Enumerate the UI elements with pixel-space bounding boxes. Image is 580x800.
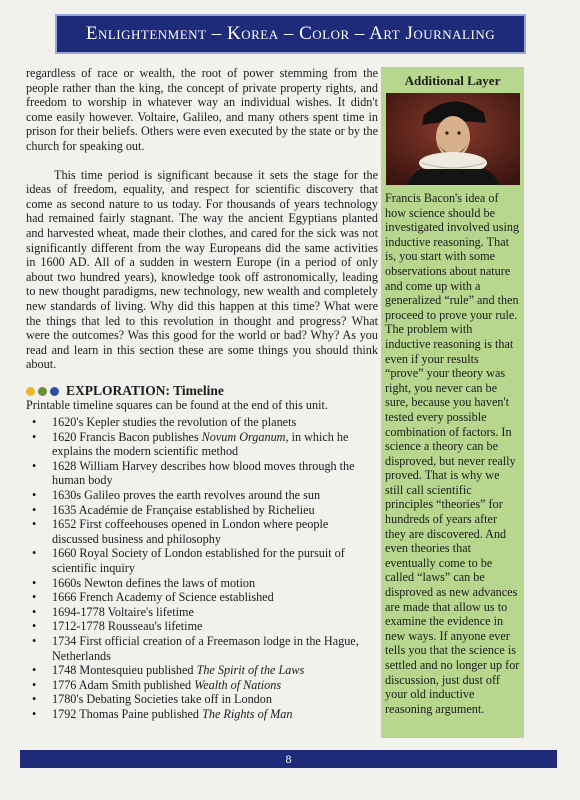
timeline-item-text: 1694-1778 Voltaire's lifetime xyxy=(52,604,194,619)
intro-paragraph: regardless of race or wealth, the root of power stemming from the people rather than the king, the concept of private property rights, and freedom to worship in whatever way an individual wishes. It didn't come easily however. Voltaire, Galileo, and many others spent time in prison for their beliefs. Others were even executed by the state or by the church for speaking out. xyxy=(26,66,378,153)
timeline-list xyxy=(26,415,378,721)
exploration-heading xyxy=(26,384,378,399)
timeline-item-text: 1620 Francis Bacon publishes xyxy=(52,429,202,444)
sidebar-title: Additional Layer xyxy=(404,73,501,88)
timeline-item-text: 1734 First official creation of a Freemason lodge in the Hague, Netherlands xyxy=(52,633,359,663)
book-title: The Rights of Man xyxy=(202,706,293,721)
yellow-dot-icon xyxy=(26,387,35,396)
timeline-item-text: 1792 Thomas Paine published xyxy=(52,706,203,721)
timeline-item xyxy=(52,605,378,620)
additional-layer-sidebar xyxy=(381,67,524,738)
timeline-item xyxy=(52,619,378,634)
exploration-title: EXPLORATION: Timeline xyxy=(66,382,224,398)
significance-paragraph: This time period is significant because it sets the stage for the ideas of freedom, equality, and respect for scientific discovery that come as second nature to us today. For thousands of years technology had remained fairly stagnant. The way the ancient Egyptians planted and harvested wheat, made their clothes, and cared for the sick was not significantly different from the way Europeans did the same activities in 1600 AD. All of a sudden in western Europe (in a period of only about two hundred years), knowledge took off astronomically, leading to new thought paradigms, new technology, new wealth and completely new standards of living. Why did this happen at this time? What were the things that led to this revolution in thought and progress? What were the outcomes? Was this good for the world or bad? Why? As you read and learn in this section these are some things you should think about. xyxy=(26,167,378,372)
francis-bacon-portrait xyxy=(386,93,520,185)
book-title: Wealth of Nations xyxy=(194,677,282,692)
sidebar-body-text: Francis Bacon's idea of how science should be investigated involved using inductive reasoning. That is, you start with some observations about nature and come up with a generalized “rule” and then proceed to prove your rule. The problem with inductive reasoning is that even if your results “prove” your theory was right, you never can be sure, because you haven't tested every possible combination of factors. In science a theory can be disproved, but never really proved. That is why we still call scientific principles “theories” for hundreds of years after they are discovered. And even theories that eventually come to be called “laws” can be disproved as new advances are made that allow us to examine the evidence in new ways. If anyone ever tells you that the science is settled and no longer up for discussion, just dust off your old inductive reasoning argument. xyxy=(385,191,520,716)
main-column xyxy=(26,66,378,722)
timeline-item-text: in which he explains the modern scientific method xyxy=(52,429,349,459)
timeline-item xyxy=(52,576,378,591)
timeline-item-text: 1776 Adam Smith published xyxy=(52,677,195,692)
timeline-item-text: 1652 First coffeehouses opened in London where people discussed business and philosophy xyxy=(52,517,329,546)
green-dot-icon xyxy=(38,387,47,396)
timeline-item xyxy=(52,692,378,707)
timeline-item-text: 1712-1778 Rousseau's lifetime xyxy=(52,619,203,634)
timeline-item xyxy=(52,634,378,663)
footer-bar xyxy=(20,750,557,768)
timeline-item xyxy=(52,503,378,518)
exploration-section xyxy=(26,384,378,722)
timeline-item xyxy=(52,488,378,503)
timeline-item-text: 1748 Montesquieu published xyxy=(52,663,197,678)
timeline-item-text: 1635 Académie de Française established by Richelieu xyxy=(52,502,315,517)
timeline-item xyxy=(52,546,378,575)
timeline-item xyxy=(52,430,378,459)
header-bar xyxy=(55,14,526,54)
timeline-item-text: 1660s Newton defines the laws of motion xyxy=(52,575,256,590)
timeline-item xyxy=(52,663,378,678)
timeline-item-text: 1630s Galileo proves the earth revolves around the sun xyxy=(52,488,321,503)
timeline-item-text: 1620's Kepler studies the revolution of the planets xyxy=(52,415,297,430)
timeline-item xyxy=(52,517,378,546)
timeline-item-text: 1660 Royal Society of London established for the pursuit of scientific inquiry xyxy=(52,546,345,575)
page-number: 8 xyxy=(285,751,292,766)
book-title: Novum Organum, xyxy=(201,429,289,444)
exploration-intro: Printable timeline squares can be found at the end of this unit. xyxy=(26,398,328,413)
timeline-item-text: 1666 French Academy of Science established xyxy=(52,590,274,605)
timeline-item-text: 1628 William Harvey describes how blood moves through the human body xyxy=(52,458,355,488)
timeline-item xyxy=(52,678,378,693)
timeline-item xyxy=(52,707,378,722)
timeline-item-text: 1780's Debating Societies take off in London xyxy=(52,692,272,707)
page-header-title: Enlightenment – Korea – Color – Art Journaling xyxy=(85,23,496,44)
blue-dot-icon xyxy=(50,387,59,396)
book-title: The Spirit of the Laws xyxy=(196,663,305,678)
timeline-item xyxy=(52,415,378,430)
timeline-item xyxy=(52,590,378,605)
timeline-item xyxy=(52,459,378,488)
